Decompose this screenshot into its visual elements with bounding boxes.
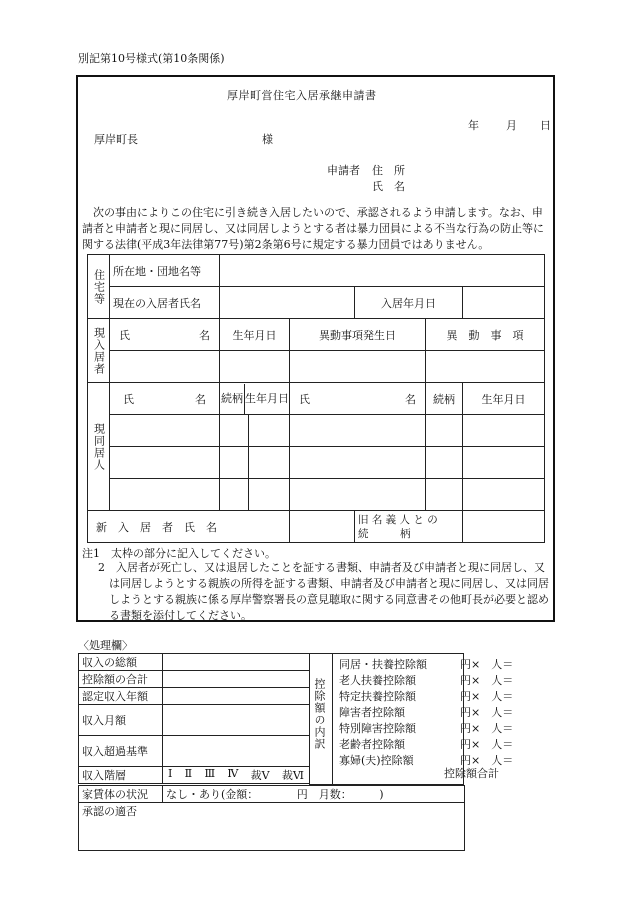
certified-income-label: 認定収入年額 bbox=[79, 688, 163, 705]
cohabitants-section-label: 現同居人 bbox=[88, 383, 110, 511]
cohab-field[interactable] bbox=[426, 479, 463, 511]
cohab-field[interactable] bbox=[290, 447, 426, 479]
relation-label-top: 旧 名 義 人 と の bbox=[358, 513, 438, 526]
cohab-field[interactable] bbox=[110, 447, 220, 479]
form-label: 別記第10号様式(第10条関係) bbox=[78, 52, 225, 65]
deduction-label: 同居・扶養控除額 bbox=[339, 658, 427, 671]
cohab-field[interactable] bbox=[426, 415, 463, 447]
deduction-unit: 円× 人＝ bbox=[460, 738, 514, 751]
date-month-label: 月 bbox=[506, 119, 517, 132]
tier-6[interactable]: 裁Ⅵ bbox=[281, 769, 304, 782]
date-day-label: 日 bbox=[540, 119, 551, 132]
deduction-total-field[interactable] bbox=[163, 671, 310, 688]
deduction-unit: 円× 人＝ bbox=[460, 658, 514, 671]
income-excess-label: 収入超過基準 bbox=[79, 736, 163, 767]
cohab-field[interactable] bbox=[290, 479, 426, 511]
cohab-name-left-1: 氏 bbox=[123, 392, 134, 406]
deduction-unit: 円× 人＝ bbox=[460, 674, 514, 687]
deduction-total-sum-label: 控除額合計 bbox=[444, 767, 499, 780]
move-in-date-field[interactable] bbox=[463, 287, 545, 319]
cohab-field[interactable] bbox=[463, 415, 545, 447]
cohabitant-birth-header-2: 生年月日 bbox=[463, 383, 545, 415]
applicant-address-label: 住 所 bbox=[372, 164, 405, 177]
cohab-name-left-2: 氏 bbox=[299, 392, 310, 406]
current-tenant-name-field[interactable] bbox=[110, 351, 220, 383]
housing-section-label: 住宅等 bbox=[88, 255, 110, 319]
deduction-unit: 円× 人＝ bbox=[460, 690, 514, 703]
cohab-name-right-1: 名 bbox=[195, 392, 206, 406]
tier-2[interactable]: Ⅱ bbox=[184, 767, 193, 780]
deduction-unit: 円× 人＝ bbox=[460, 722, 514, 735]
applicant-name-label: 氏 名 bbox=[372, 180, 405, 193]
current-tenant-birth-header: 生年月日 bbox=[220, 319, 290, 351]
deduction-list bbox=[336, 656, 516, 768]
income-tier-label: 収入階層 bbox=[79, 767, 163, 784]
cohab-field[interactable] bbox=[463, 479, 545, 511]
relation-to-former-holder-label bbox=[355, 511, 463, 543]
relation-field[interactable] bbox=[463, 511, 545, 543]
processing-title: 〈処理欄〉 bbox=[78, 639, 133, 652]
event-date-field[interactable] bbox=[290, 351, 426, 383]
cohabitant-relation-header-1 bbox=[220, 383, 290, 415]
deduction-label: 寡婦(夫)控除額 bbox=[339, 754, 414, 767]
tenant-name-label: 現在の入居者氏名 bbox=[110, 287, 220, 319]
certified-income-field[interactable] bbox=[163, 688, 310, 705]
tenant-name-field[interactable] bbox=[220, 287, 355, 319]
approval-label: 承認の適否 bbox=[82, 805, 137, 818]
applicant-label: 申請者 bbox=[327, 164, 360, 177]
cohab-field[interactable] bbox=[110, 415, 220, 447]
monthly-income-field[interactable] bbox=[163, 705, 310, 736]
cohab-name-right-2: 名 bbox=[405, 392, 416, 406]
cohabitant-name-header-1 bbox=[110, 383, 220, 415]
tier-4[interactable]: Ⅳ bbox=[227, 767, 239, 780]
event-field[interactable] bbox=[426, 351, 545, 383]
rent-status-label: 家賃体の状況 bbox=[79, 786, 163, 803]
form-title: 厚岸町営住宅入居承継申請書 bbox=[227, 89, 377, 102]
deduction-unit: 円× 人＝ bbox=[460, 706, 514, 719]
total-income-label: 収入の総額 bbox=[79, 654, 163, 671]
income-excess-field[interactable] bbox=[163, 736, 310, 767]
note-1: 注1 太枠の部分に記入してください。 bbox=[82, 547, 276, 560]
statement: 次の事由によりこの住宅に引き続き入居したいので、承認されるよう申請します。なお、申請者と申請者と現に同居し、又は同居しようとする者は暴力団員による不当な行為の防止等に関する法律(平成3年法律第77号)第2条第6号に規定する暴力団員ではありません。 bbox=[82, 206, 544, 251]
new-tenant-name-field[interactable] bbox=[290, 511, 355, 543]
deduction-section-label: 控除額の内訳 bbox=[313, 678, 326, 750]
deduction-label: 老齢者控除額 bbox=[339, 738, 405, 751]
date-year-label: 年 bbox=[468, 119, 479, 132]
cohab-field[interactable] bbox=[110, 479, 220, 511]
name-label-left: 氏 bbox=[119, 328, 130, 342]
note-2: 2 入居者が死亡し、又は退居したことを証する書類、申請者及び申請者と現に同居し、又は同居しようとする親族の所得を証する書類、申請者及び申請者と現に同居し、又は同居しようとする親族に係る厚岸警察署長の意見聴取に関する同意書その他町長が必要と認める書類を添付してください。 bbox=[98, 561, 549, 622]
new-tenant-name-label: 新 入 居 者 氏 名 bbox=[88, 511, 290, 543]
status-table bbox=[78, 785, 465, 851]
processing-table bbox=[78, 653, 310, 784]
cohab-field[interactable] bbox=[426, 447, 463, 479]
cohab-birth-label-1: 生年月日 bbox=[245, 391, 289, 405]
deduction-label: 特定扶養控除額 bbox=[339, 690, 416, 703]
cohab-field-split[interactable] bbox=[220, 447, 290, 479]
cohabitant-name-header-2 bbox=[290, 383, 426, 415]
application-table bbox=[87, 254, 545, 543]
approval-field[interactable] bbox=[79, 803, 465, 851]
cohab-field[interactable] bbox=[463, 447, 545, 479]
total-income-field[interactable] bbox=[163, 654, 310, 671]
monthly-income-label: 収入月額 bbox=[79, 705, 163, 736]
location-field[interactable] bbox=[220, 255, 545, 287]
event-header: 異 動 事 項 bbox=[426, 319, 545, 351]
addressee-honorific: 様 bbox=[262, 133, 273, 146]
income-tier-options[interactable] bbox=[163, 767, 310, 784]
cohab-field-split[interactable] bbox=[220, 415, 290, 447]
current-tenant-section-label: 現入居者 bbox=[88, 319, 110, 383]
current-tenant-birth-field[interactable] bbox=[220, 351, 290, 383]
rent-status-value[interactable]: なし・あり(金額： 円 月数： ) bbox=[163, 786, 465, 803]
name-label-right: 名 bbox=[199, 328, 210, 342]
addressee: 厚岸町長 bbox=[94, 133, 138, 146]
deduction-label: 老人扶養控除額 bbox=[339, 674, 416, 687]
location-label: 所在地・団地名等 bbox=[110, 255, 220, 287]
cohab-field-split[interactable] bbox=[220, 479, 290, 511]
cohab-relation-label-1: 続柄 bbox=[220, 384, 245, 414]
relation-label-bottom: 続 柄 bbox=[358, 527, 411, 540]
event-date-header: 異動事項発生日 bbox=[290, 319, 426, 351]
tier-1[interactable]: Ⅰ bbox=[168, 767, 173, 780]
deduction-unit: 円× 人＝ bbox=[460, 754, 514, 767]
current-tenant-name-header bbox=[110, 319, 220, 351]
tier-5[interactable]: 裁Ⅴ bbox=[250, 769, 270, 782]
deduction-label: 特別障害控除額 bbox=[339, 722, 416, 735]
deduction-total-label: 控除額の合計 bbox=[79, 671, 163, 688]
deduction-label: 障害者控除額 bbox=[339, 706, 405, 719]
cohab-field[interactable] bbox=[290, 415, 426, 447]
cohabitant-relation-header-2: 続柄 bbox=[426, 383, 463, 415]
tier-3[interactable]: Ⅲ bbox=[204, 767, 216, 780]
move-in-date-label: 入居年月日 bbox=[355, 287, 463, 319]
